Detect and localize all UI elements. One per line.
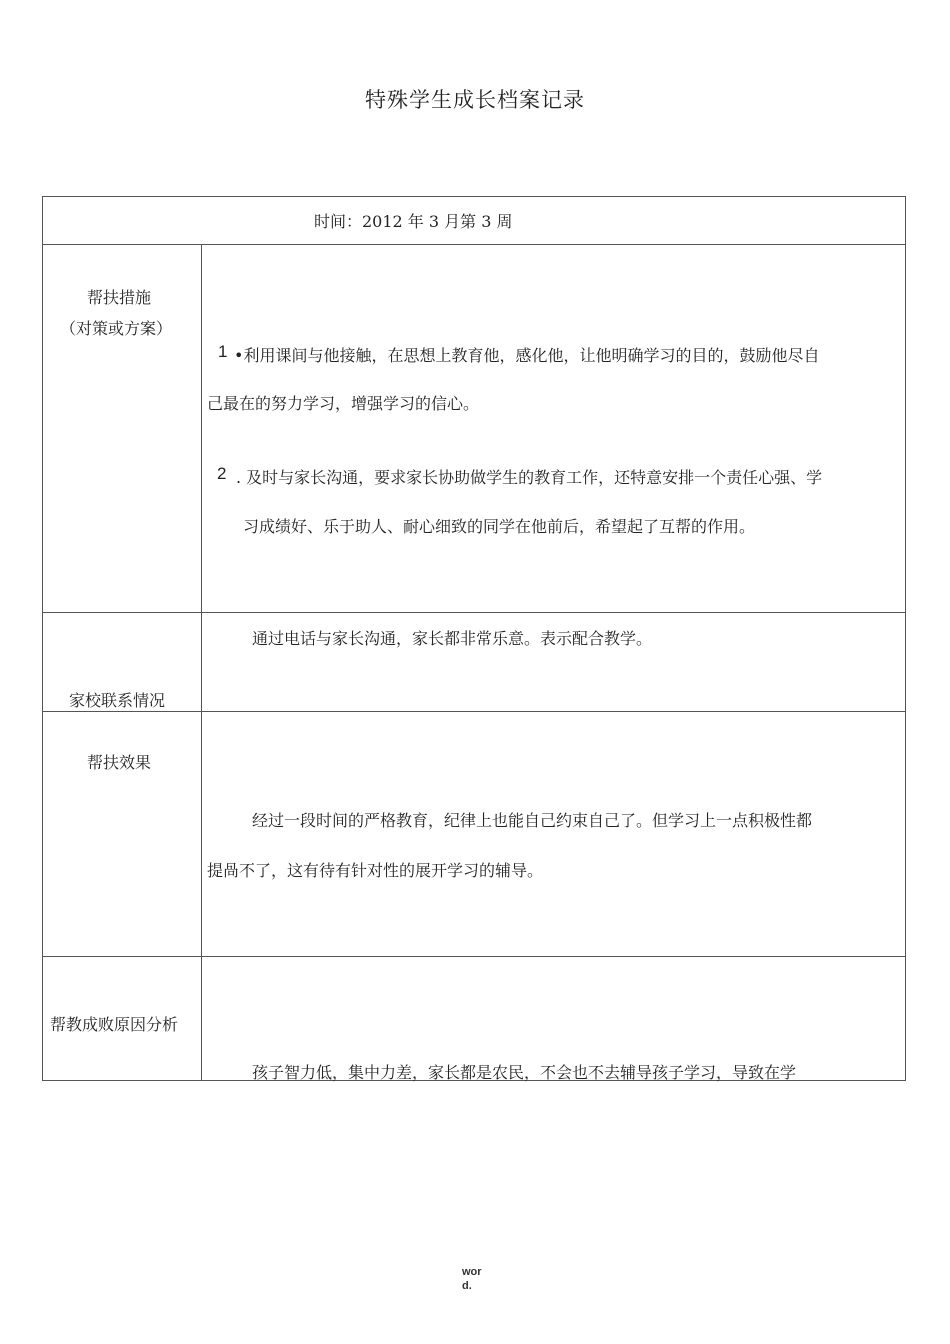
row-divider-measures [42,612,906,613]
measure-item-1-number: 1 [218,342,228,361]
measure-item-1-line2: 己最在的努力学习，增强学习的信心。 [207,394,480,413]
page-title: 特殊学生成长档案记录 [365,88,585,112]
table-border-left [42,196,43,1081]
effect-line2: 提咼不了，这有待有针对性的展开学习的辅导。 [207,861,544,880]
footer-line1: wor [462,1266,482,1278]
column-divider [201,244,202,1081]
measure-item-2-number: 2 [217,464,227,483]
effect-label: 帮扶效果 [87,753,152,772]
record-table [42,196,906,1081]
row-divider-contact [42,711,906,712]
table-border-right [905,196,906,1081]
time-row-text: 时间：2012 年 3 月第 3 周 [314,212,513,231]
analysis-line1: 孩子智力低，集中力差，家长都是农民，不会也不去辅导孩子学习，导致在学 [252,1063,797,1082]
effect-line1: 经过一段时间的严格教育，纪律上也能自己约束自己了。但学习上一点积极性都 [252,811,813,830]
page-footer [462,1265,492,1293]
measure-item-2-line1: . 及时与家长沟通，要求家长协助做学生的教育工作，还特意安排一个责任心强、学 [236,468,823,487]
table-border-top [42,196,906,197]
row-divider-time [42,244,906,245]
footer-line2: d. [462,1280,472,1292]
measures-label: 帮扶措施 [87,288,152,307]
analysis-label: 帮教成败原因分析 [50,1015,179,1034]
measure-item-2-line2: 习成绩好、乐于助人、耐心细致的同学在他前后，希望起了互帮的作用。 [243,517,756,536]
row-divider-effect [42,956,906,957]
contact-label: 家校联系情况 [69,691,166,710]
measures-label-sub: （对策或方案） [60,319,173,338]
measure-item-1-line1: •利用课间与他接触，在思想上教育他，感化他，让他明确学习的目的，鼓励他尽自 [234,346,820,365]
contact-content: 通过电话与家长沟通，家长都非常乐意。表示配合教学。 [252,629,653,648]
